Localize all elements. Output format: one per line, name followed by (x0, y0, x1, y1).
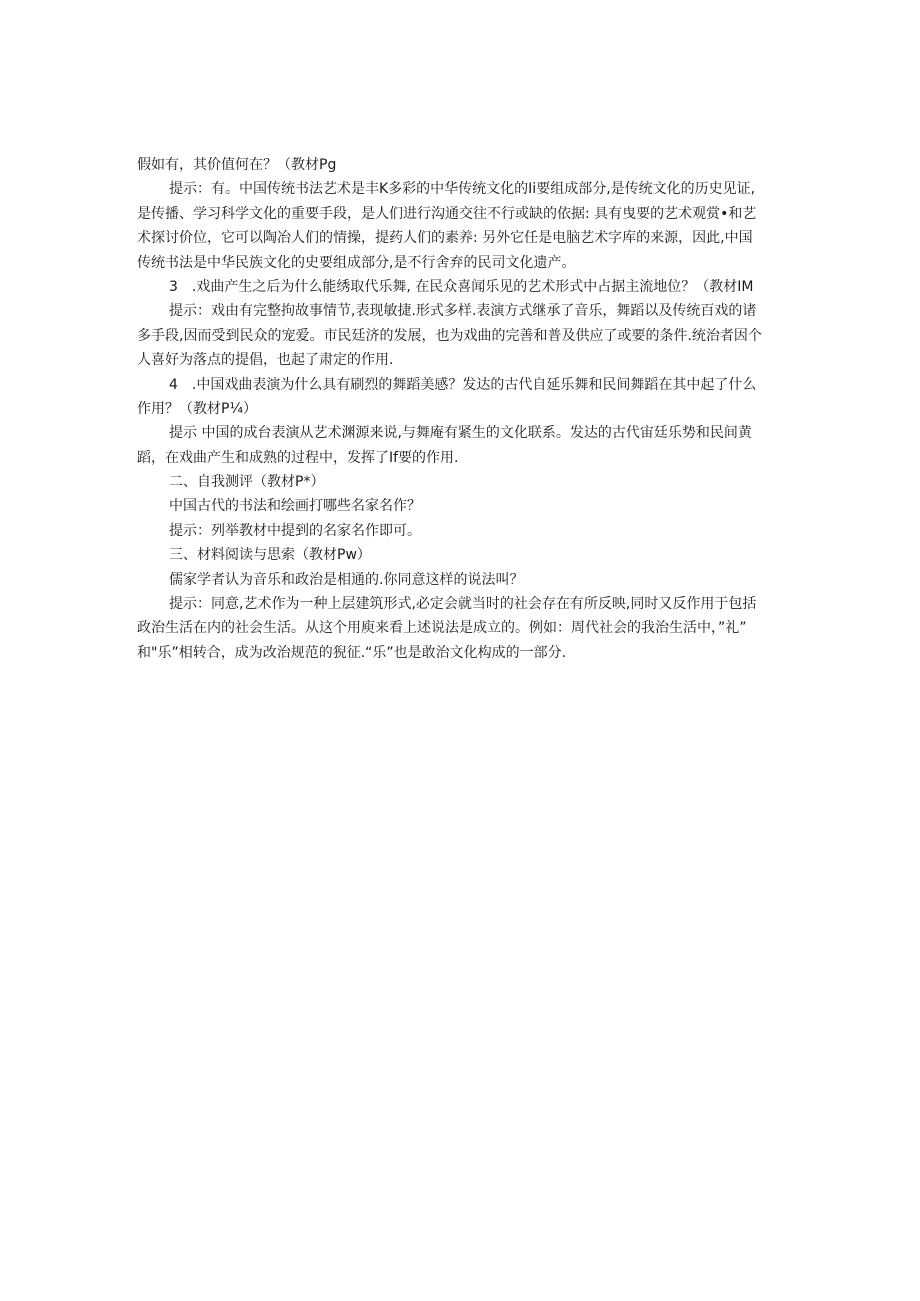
text-line: 多手段,因而受到民众的宠爱。市民廷济的发展，也为戏曲的完善和普及供应了或要的条件.统治者因个 (137, 327, 762, 344)
section-heading-self-test: 二、自我测评（教材P*） (169, 474, 325, 491)
text-line: 中国古代的书法和绘画打哪些名家名作？ (169, 498, 421, 515)
text-line: 传统书法是中华民族文化的史要组成部分,是不行舍弃的民司文化遗产。 (137, 254, 576, 271)
text-line: 和"乐”相转合，成为改治规范的猊征.“乐”也是敢治文化构成的一部分. (137, 644, 567, 661)
document-body (137, 153, 785, 665)
section-heading-reading: 三、材料阅读与思索（教材Pw） (169, 547, 371, 564)
text-line: 假如有，其价值何在？（教材Pg (137, 157, 337, 173)
text-line: 儒家学者认为音乐和政治是相通的.你同意这样的说法叫？ (169, 571, 524, 588)
text-line: 人喜好为落点的提倡，也起了肃定的作用. (137, 352, 394, 369)
question-3-line: 3 .戏曲产生之后为什么能绣取代乐舞, 在民众喜闻乐见的艺术形式中占据主流地位？（教材IM (169, 278, 754, 295)
text-line: 提示：戏由有完整拘故事情节,表现敏捷.形式多样.表演方式继承了音乐，舞蹈以及传统百戏的诸 (169, 303, 757, 320)
question-4-line: 4 .中国戏曲表演为什么具有刷烈的舞蹈美感？发达的古代自延乐舞和民间舞蹈在其中起了什么 (169, 376, 757, 393)
text-line: 政治生活在内的社会生活。从这个用庾来看上述说法是成立的。例如：周代社会的我治生活中，”礼” (137, 620, 747, 637)
text-line: 提示：有。中国传统书法艺术是丰K多彩的中华传统文化的Ii要组成部分,是传统文化的历史见证, (169, 181, 756, 198)
text-line: 提示：同意,艺术作为一种上层建筑形式,必定会就当时的社会存在有所反映,同时又反作用于包括 (169, 596, 757, 613)
text-line: 提示：列举教材中提到的名家名作即可。 (169, 522, 421, 539)
text-line: 作用？（教材P¼） (137, 400, 258, 417)
text-line: 是传播、学习科学文化的重要手段，是人们进行沟通交往不行或缺的依据: 具有曳要的艺术观赏•和艺 (137, 205, 757, 222)
text-line: 术探讨价位，它可以陶冶人们的情操，提药人们的素养: 另外它任是电脑艺术字库的来源，因此,中国 (137, 230, 753, 247)
text-line: 蹈，在戏曲产生和成熟的过程中，发挥了If要的作用. (137, 449, 459, 466)
text-line: 提示 中国的成台表演从艺术渊源来说,与舞庵有紧生的文化联系。发达的古代宙廷乐势和民间黄 (169, 425, 752, 442)
